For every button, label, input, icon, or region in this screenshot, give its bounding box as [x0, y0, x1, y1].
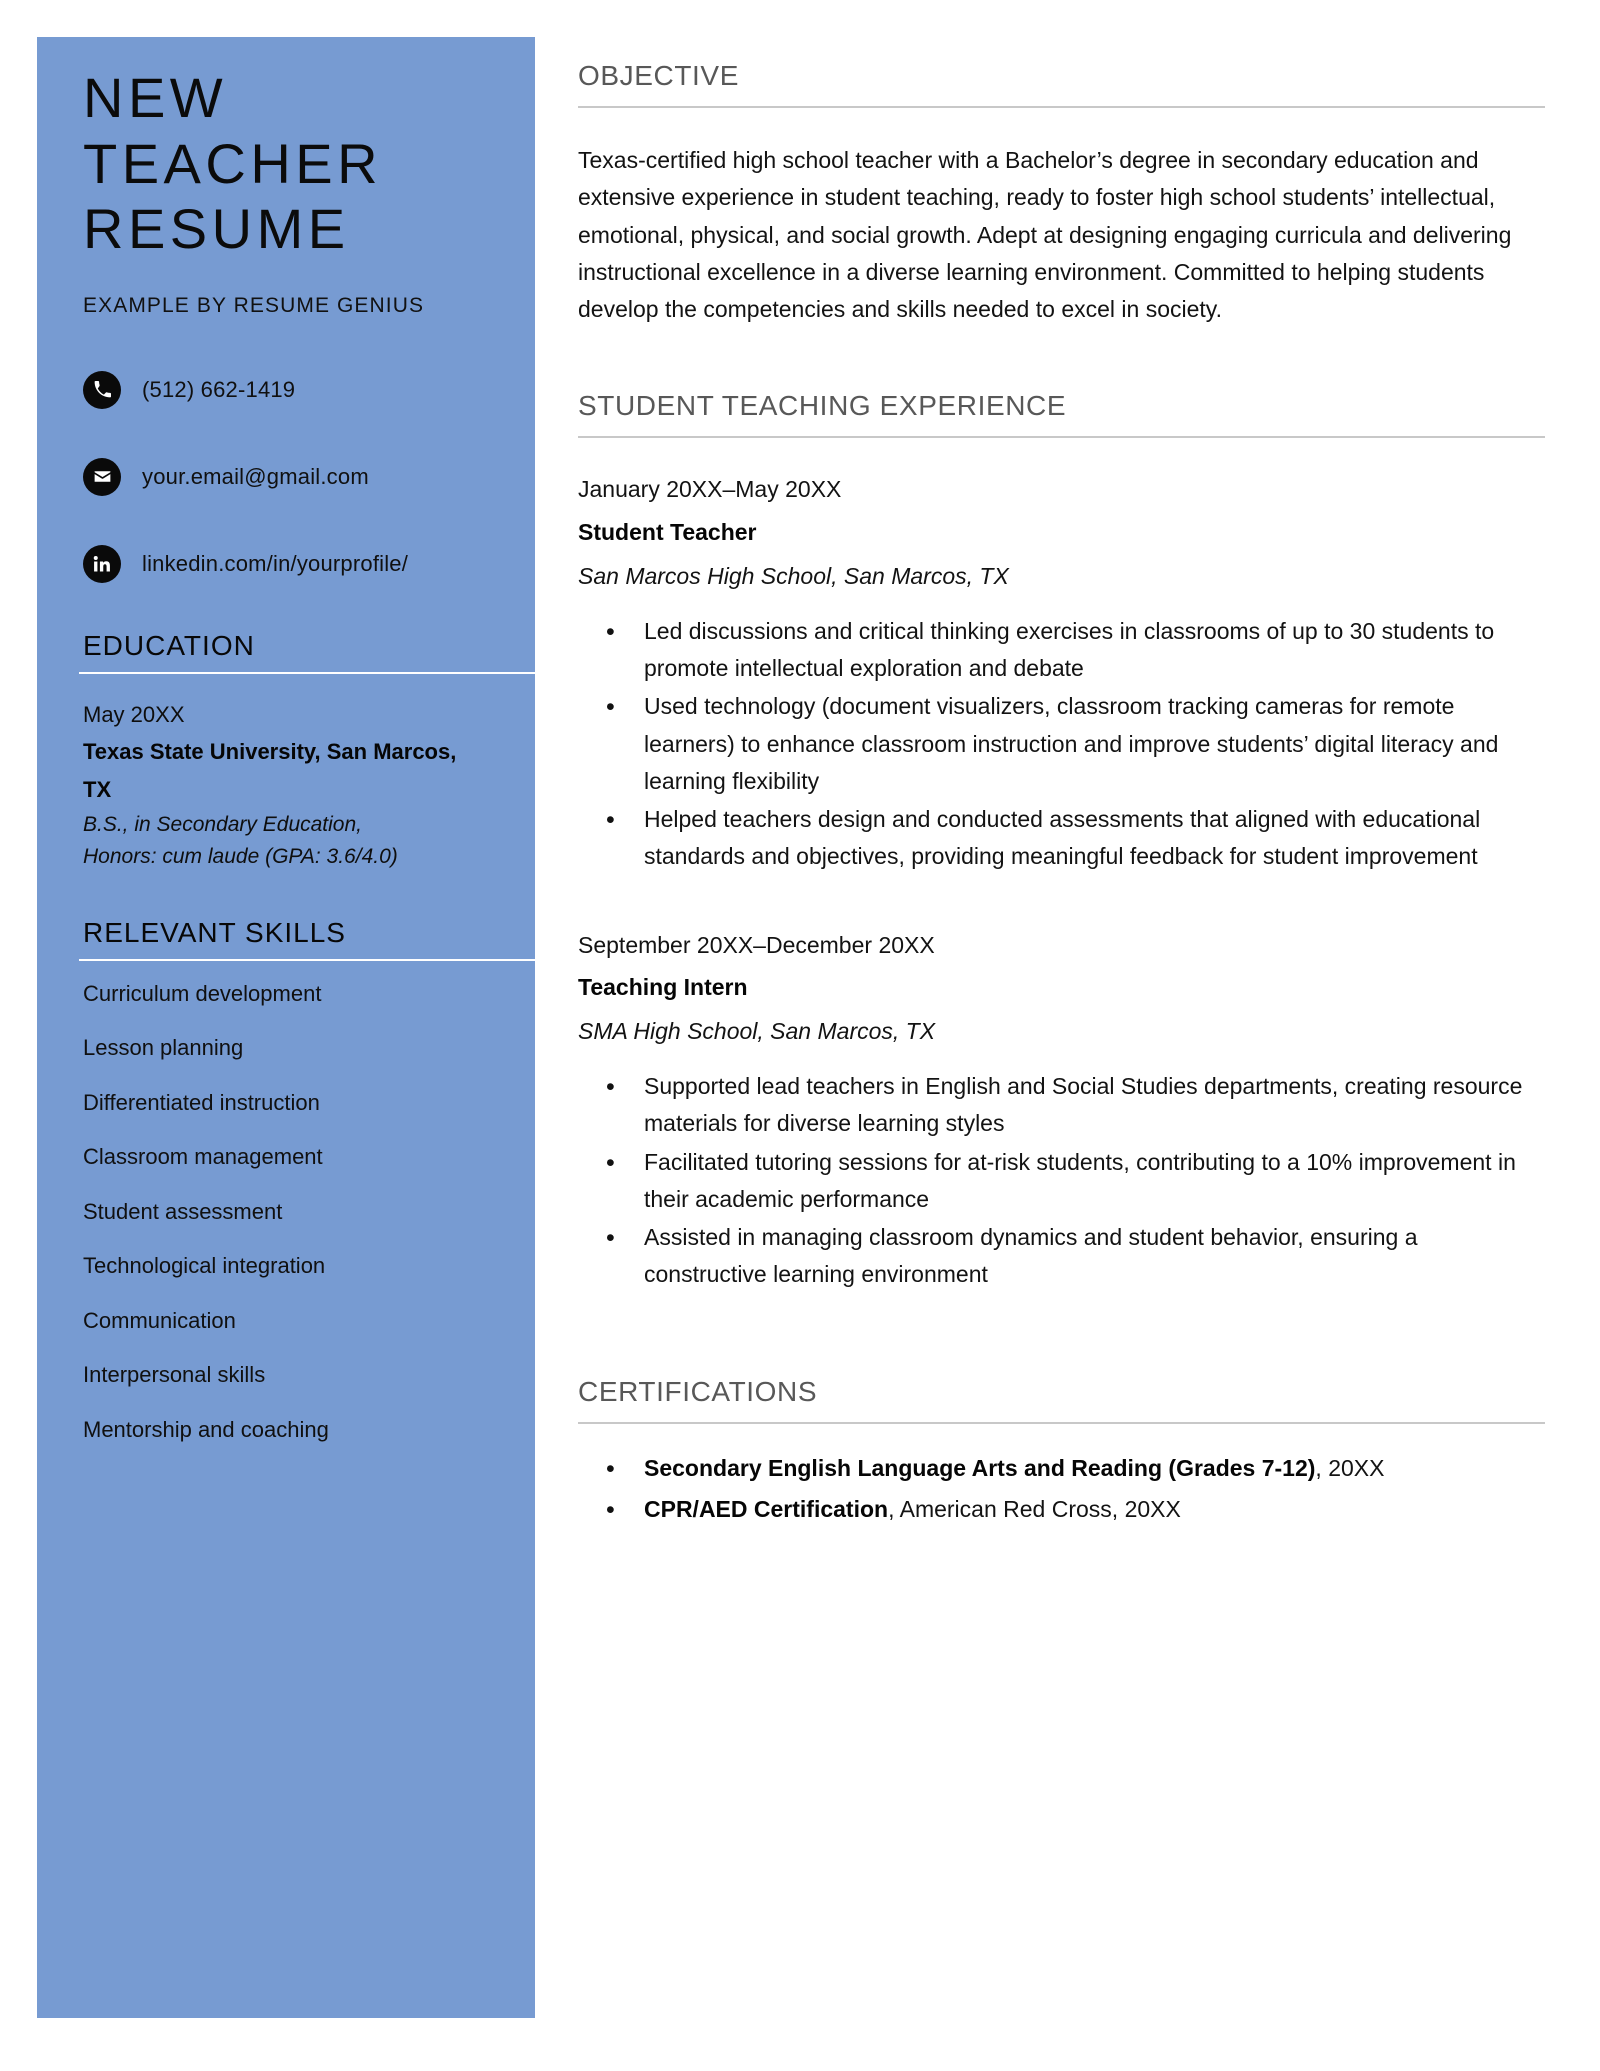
list-item: Mentorship and coaching — [83, 1416, 329, 1442]
list-item: Lesson planning — [83, 1035, 244, 1061]
job-title: Teaching Intern — [578, 974, 748, 1001]
list-item: Interpersonal skills — [83, 1362, 266, 1388]
skills-heading: RELEVANT SKILLS — [83, 916, 346, 948]
list-item: • Helped teachers design and conducted assessments that aligned with educational standards and objectives, providing meaningful feedback for student improvement — [644, 801, 1545, 876]
job-bullets — [578, 613, 1545, 876]
contact-row-email[interactable] — [83, 455, 535, 499]
byline: EXAMPLE BY RESUME GENIUS — [83, 293, 425, 317]
objective-divider — [578, 106, 1545, 108]
list-item: Curriculum development — [83, 980, 322, 1006]
objective-section — [578, 60, 1545, 328]
skills-divider — [79, 959, 542, 961]
education-school: Texas State University, San Marcos, TX — [83, 739, 457, 803]
certification-name: CPR/AED Certification — [644, 1495, 889, 1522]
job-date: September 20XX–December 20XX — [578, 931, 935, 958]
certification-detail: , 20XX — [1315, 1454, 1385, 1481]
main-column — [578, 60, 1545, 1532]
job-organization: SMA High School, San Marcos, TX — [578, 1018, 936, 1045]
list-item: • Used technology (document visualizers, classroom tracking cameras for remote learners) to enhance classroom instruction and improve students’ digital literacy and learning flexibility — [644, 688, 1545, 800]
certifications-section — [578, 1376, 1545, 1529]
experience-section — [578, 390, 1545, 1293]
skills-list — [83, 980, 513, 1442]
education-divider — [79, 672, 542, 674]
phone-icon — [83, 371, 121, 409]
skills-section — [37, 917, 535, 1441]
job-organization: San Marcos High School, San Marcos, TX — [578, 563, 1009, 590]
education-degree-line-2: Honors: cum laude (GPA: 3.6/4.0) — [83, 844, 398, 868]
experience-divider — [578, 436, 1545, 438]
email-icon — [83, 458, 121, 496]
list-item: • Facilitated tutoring sessions for at-risk students, contributing to a 10% improvement in their academic performance — [644, 1144, 1545, 1219]
certifications-divider — [578, 1422, 1545, 1424]
job-bullets — [578, 1068, 1545, 1294]
name-line-1: NEW — [83, 66, 228, 129]
certification-detail: , American Red Cross, 20XX — [888, 1495, 1181, 1522]
objective-text: Texas-certified high school teacher with a Bachelor’s degree in secondary education and extensive experience in student teaching, ready to foster high school students’ intellectual, emotional, physical, and social growth. Adept at designing engaging curricula and delivering instructional excellence in a diverse learning environment. Committed to helping students develop the competencies and skills needed to excel in society. — [578, 147, 1512, 322]
certifications-list — [578, 1450, 1545, 1529]
job-date: January 20XX–May 20XX — [578, 476, 842, 503]
experience-entry-1 — [578, 472, 1545, 875]
list-item: • Led discussions and critical thinking exercises in classrooms of up to 30 students to promote intellectual exploration and debate — [644, 613, 1545, 688]
experience-entry-2 — [578, 928, 1545, 1294]
contact-row-phone[interactable] — [83, 368, 535, 412]
list-item: Classroom management — [83, 1144, 323, 1170]
phone-number: (512) 662-1419 — [142, 376, 296, 402]
education-section — [37, 630, 535, 873]
email-address: your.email@gmail.com — [142, 463, 369, 489]
experience-heading: STUDENT TEACHING EXPERIENCE — [578, 390, 1067, 422]
linkedin-url: linkedin.com/in/yourprofile/ — [142, 550, 409, 576]
list-item — [644, 1491, 1545, 1528]
list-item — [644, 1450, 1545, 1487]
contact-row-linkedin[interactable] — [83, 542, 535, 586]
list-item: • Assisted in managing classroom dynamics and student behavior, ensuring a constructive learning environment — [644, 1219, 1545, 1294]
certification-name: Secondary English Language Arts and Reading (Grades 7-12) — [644, 1454, 1316, 1481]
sidebar — [37, 37, 535, 2018]
name-block — [37, 37, 535, 318]
name-line-2: TEACHER — [83, 131, 383, 195]
objective-heading: OBJECTIVE — [578, 60, 739, 91]
list-item: Student assessment — [83, 1198, 283, 1224]
education-heading: EDUCATION — [83, 629, 255, 661]
linkedin-icon — [83, 545, 121, 583]
certifications-heading: CERTIFICATIONS — [578, 1375, 818, 1407]
name-line-3: RESUME — [83, 197, 350, 261]
education-degree-line-1: B.S., in Secondary Education, — [83, 813, 362, 837]
list-item: Differentiated instruction — [83, 1089, 320, 1115]
list-item: Communication — [83, 1307, 236, 1333]
education-date: May 20XX — [83, 701, 185, 727]
contact-list — [37, 368, 535, 586]
list-item: Technological integration — [83, 1253, 326, 1279]
job-title: Student Teacher — [578, 518, 757, 545]
list-item: • Supported lead teachers in English and Social Studies departments, creating resource materials for diverse learning styles — [644, 1068, 1545, 1143]
